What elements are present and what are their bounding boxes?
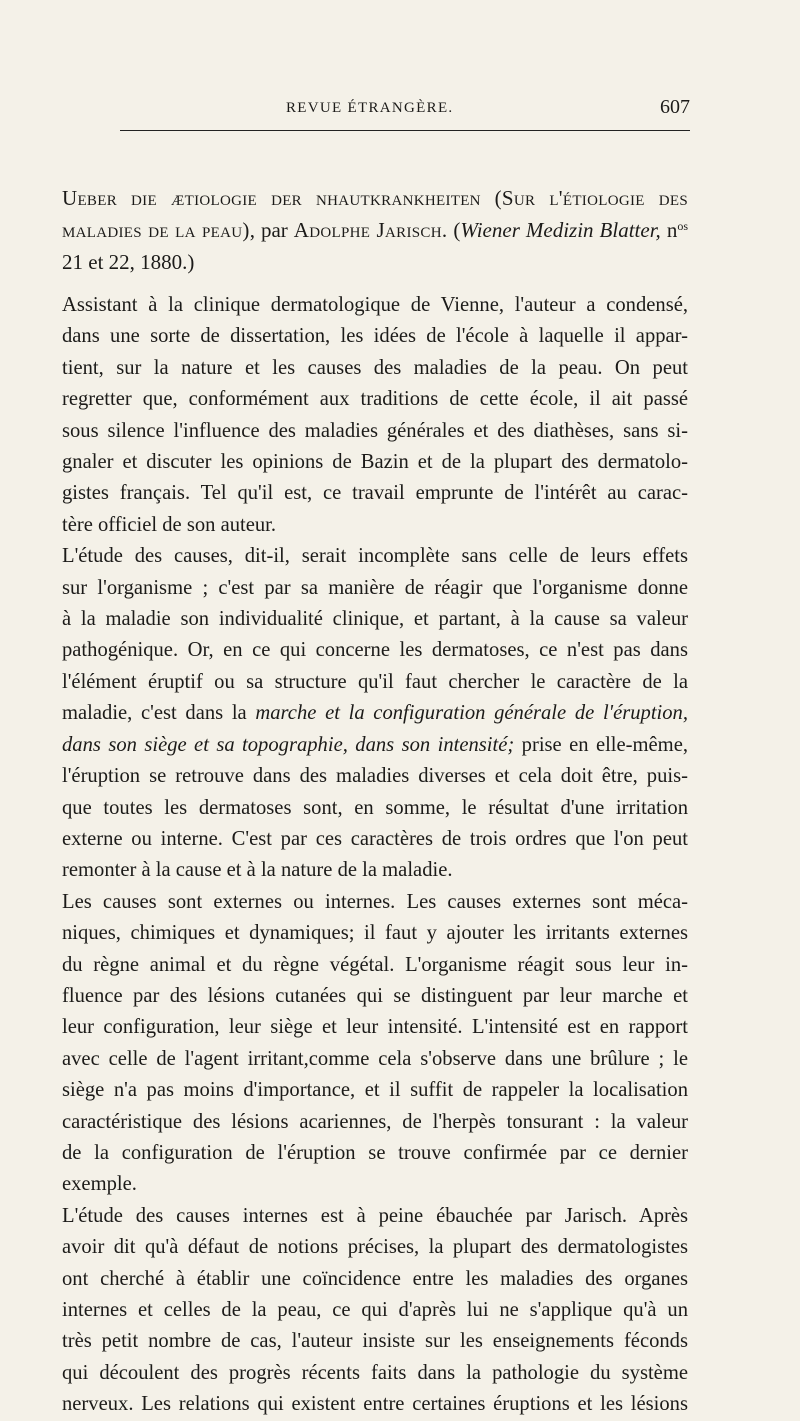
article-body — [62, 290, 688, 1421]
text-line: l'élément éruptif ou sa structure qu'il faut chercher le caractère de la — [62, 670, 688, 693]
text-line: L'étude des causes, dit-il, serait incomplète sans celle de leurs effets — [62, 545, 688, 568]
text-line: leur configuration, leur siège et leur intensité. L'intensité est en rapport — [62, 1016, 688, 1039]
article-author: Adolphe Jarisch. — [293, 218, 448, 242]
italic-run: marche et la configuration générale de l'éruption, — [255, 702, 689, 725]
text-line: très petit nombre de cas, l'auteur insiste sur les enseignements féconds — [62, 1330, 688, 1353]
text-line: avec celle de l'agent irritant,comme cela s'observe dans une brûlure ; le — [62, 1047, 688, 1070]
text-line-mixed — [62, 698, 688, 729]
source-open: ( — [447, 218, 461, 242]
text-line: gistes français. Tel qu'il est, ce travail emprunte de l'intérêt au carac- — [62, 482, 688, 505]
text-line: caractéristique des lésions acariennes, de l'herpès tonsurant : la valeur — [62, 1110, 688, 1133]
paragraph-4 — [62, 1201, 688, 1421]
text-line: avoir dit qu'à défaut de notions précises, la plupart des dermatologistes — [62, 1236, 688, 1259]
paragraph-3 — [62, 887, 688, 1201]
text-line-mixed — [62, 730, 688, 761]
issue-prefix: n — [660, 218, 678, 242]
text-line: ont cherché à établir une coïncidence entre les maladies des organes — [62, 1267, 688, 1290]
text-line: niques, chimiques et dynamiques; il faut y ajouter les irritants externes — [62, 922, 688, 945]
text-line: du règne animal et du règne végétal. L'organisme réagit sous leur in- — [62, 953, 688, 976]
text-line: gnaler et discuter les opinions de Bazin et de la plupart des dermatolo- — [62, 451, 688, 474]
text-line: à la maladie son individualité clinique, et partant, à la cause sa valeur — [62, 608, 688, 631]
text-line: tère officiel de son auteur. — [62, 513, 277, 536]
text-line: externe ou interne. C'est par ces caractères de trois ordres que l'on peut — [62, 827, 688, 850]
issue-numbers: 21 et 22, 1880.) — [62, 250, 195, 274]
text-line: pathogénique. Or, en ce qui concerne les dermatoses, ce n'est pas dans — [62, 639, 688, 662]
text-line: regretter que, conformément aux traditions de cette école, il ait passé — [62, 388, 688, 411]
by-text: , par — [249, 218, 288, 242]
text-line: tient, sur la nature et les causes des maladies de la peau. On peut — [62, 356, 688, 379]
article-title-german: Ueber die ætiologie der nhautkrankheiten — [62, 186, 481, 210]
text-line: nerveux. Les relations qui existent entre certaines éruptions et les lésions — [62, 1393, 688, 1416]
text-line: fluence par des lésions cutanées qui se distinguent par leur marche et — [62, 984, 688, 1007]
paragraph-1 — [62, 290, 688, 541]
text-line: Assistant à la clinique dermatologique de Vienne, l'auteur a condensé, — [62, 294, 688, 316]
text-line: sous silence l'influence des maladies générales et des diathèses, sans si- — [62, 419, 688, 442]
paragraph-2 — [62, 541, 688, 886]
journal-name: Wiener Medizin Blatter, — [460, 218, 661, 242]
text-line: de la configuration de l'éruption se trouve confirmée par ce dernier — [62, 1141, 688, 1164]
text-line: l'éruption se retrouve dans des maladies diverses et cela doit être, puis- — [62, 765, 688, 788]
text-line: L'étude des causes internes est à peine ébauchée par Jarisch. Après — [62, 1204, 688, 1227]
text-line: internes et celles de la peau, ce qui d'après lui ne s'applique qu'à un — [62, 1299, 688, 1321]
text-line: Les causes sont externes ou internes. Les causes externes sont méca- — [62, 890, 688, 913]
text-line: siège n'a pas moins d'importance, et il suffit de rappeler la localisation — [62, 1079, 688, 1102]
text-line: qui découlent des progrès récents faits dans la pathologie du système — [62, 1361, 688, 1384]
header-rule — [120, 130, 690, 131]
text-run: maladie, c'est dans la — [62, 702, 256, 725]
italic-run: dans son siège et sa topographie, dans son intensité; — [62, 733, 515, 756]
issue-superscript: os — [677, 219, 688, 233]
text-line: sur l'organisme ; c'est par sa manière de réagir que l'organisme donne — [62, 576, 688, 599]
page-number: 607 — [660, 96, 690, 118]
text-line: exemple. — [62, 1173, 137, 1196]
running-head — [120, 96, 690, 124]
text-run: prise en elle-même, — [514, 733, 688, 756]
running-head-title: REVUE ÉTRANGÈRE. — [286, 100, 454, 116]
article-heading — [62, 182, 688, 278]
text-line: dans une sorte de dissertation, les idées de l'école à laquelle il appar- — [62, 325, 688, 348]
article-title-french: (Sur l'étiologie des maladies de la peau) — [62, 186, 689, 242]
text-line: que toutes les dermatoses sont, en somme, le résultat d'une irritation — [62, 796, 688, 819]
text-line: remonter à la cause et à la nature de la maladie. — [62, 859, 453, 882]
